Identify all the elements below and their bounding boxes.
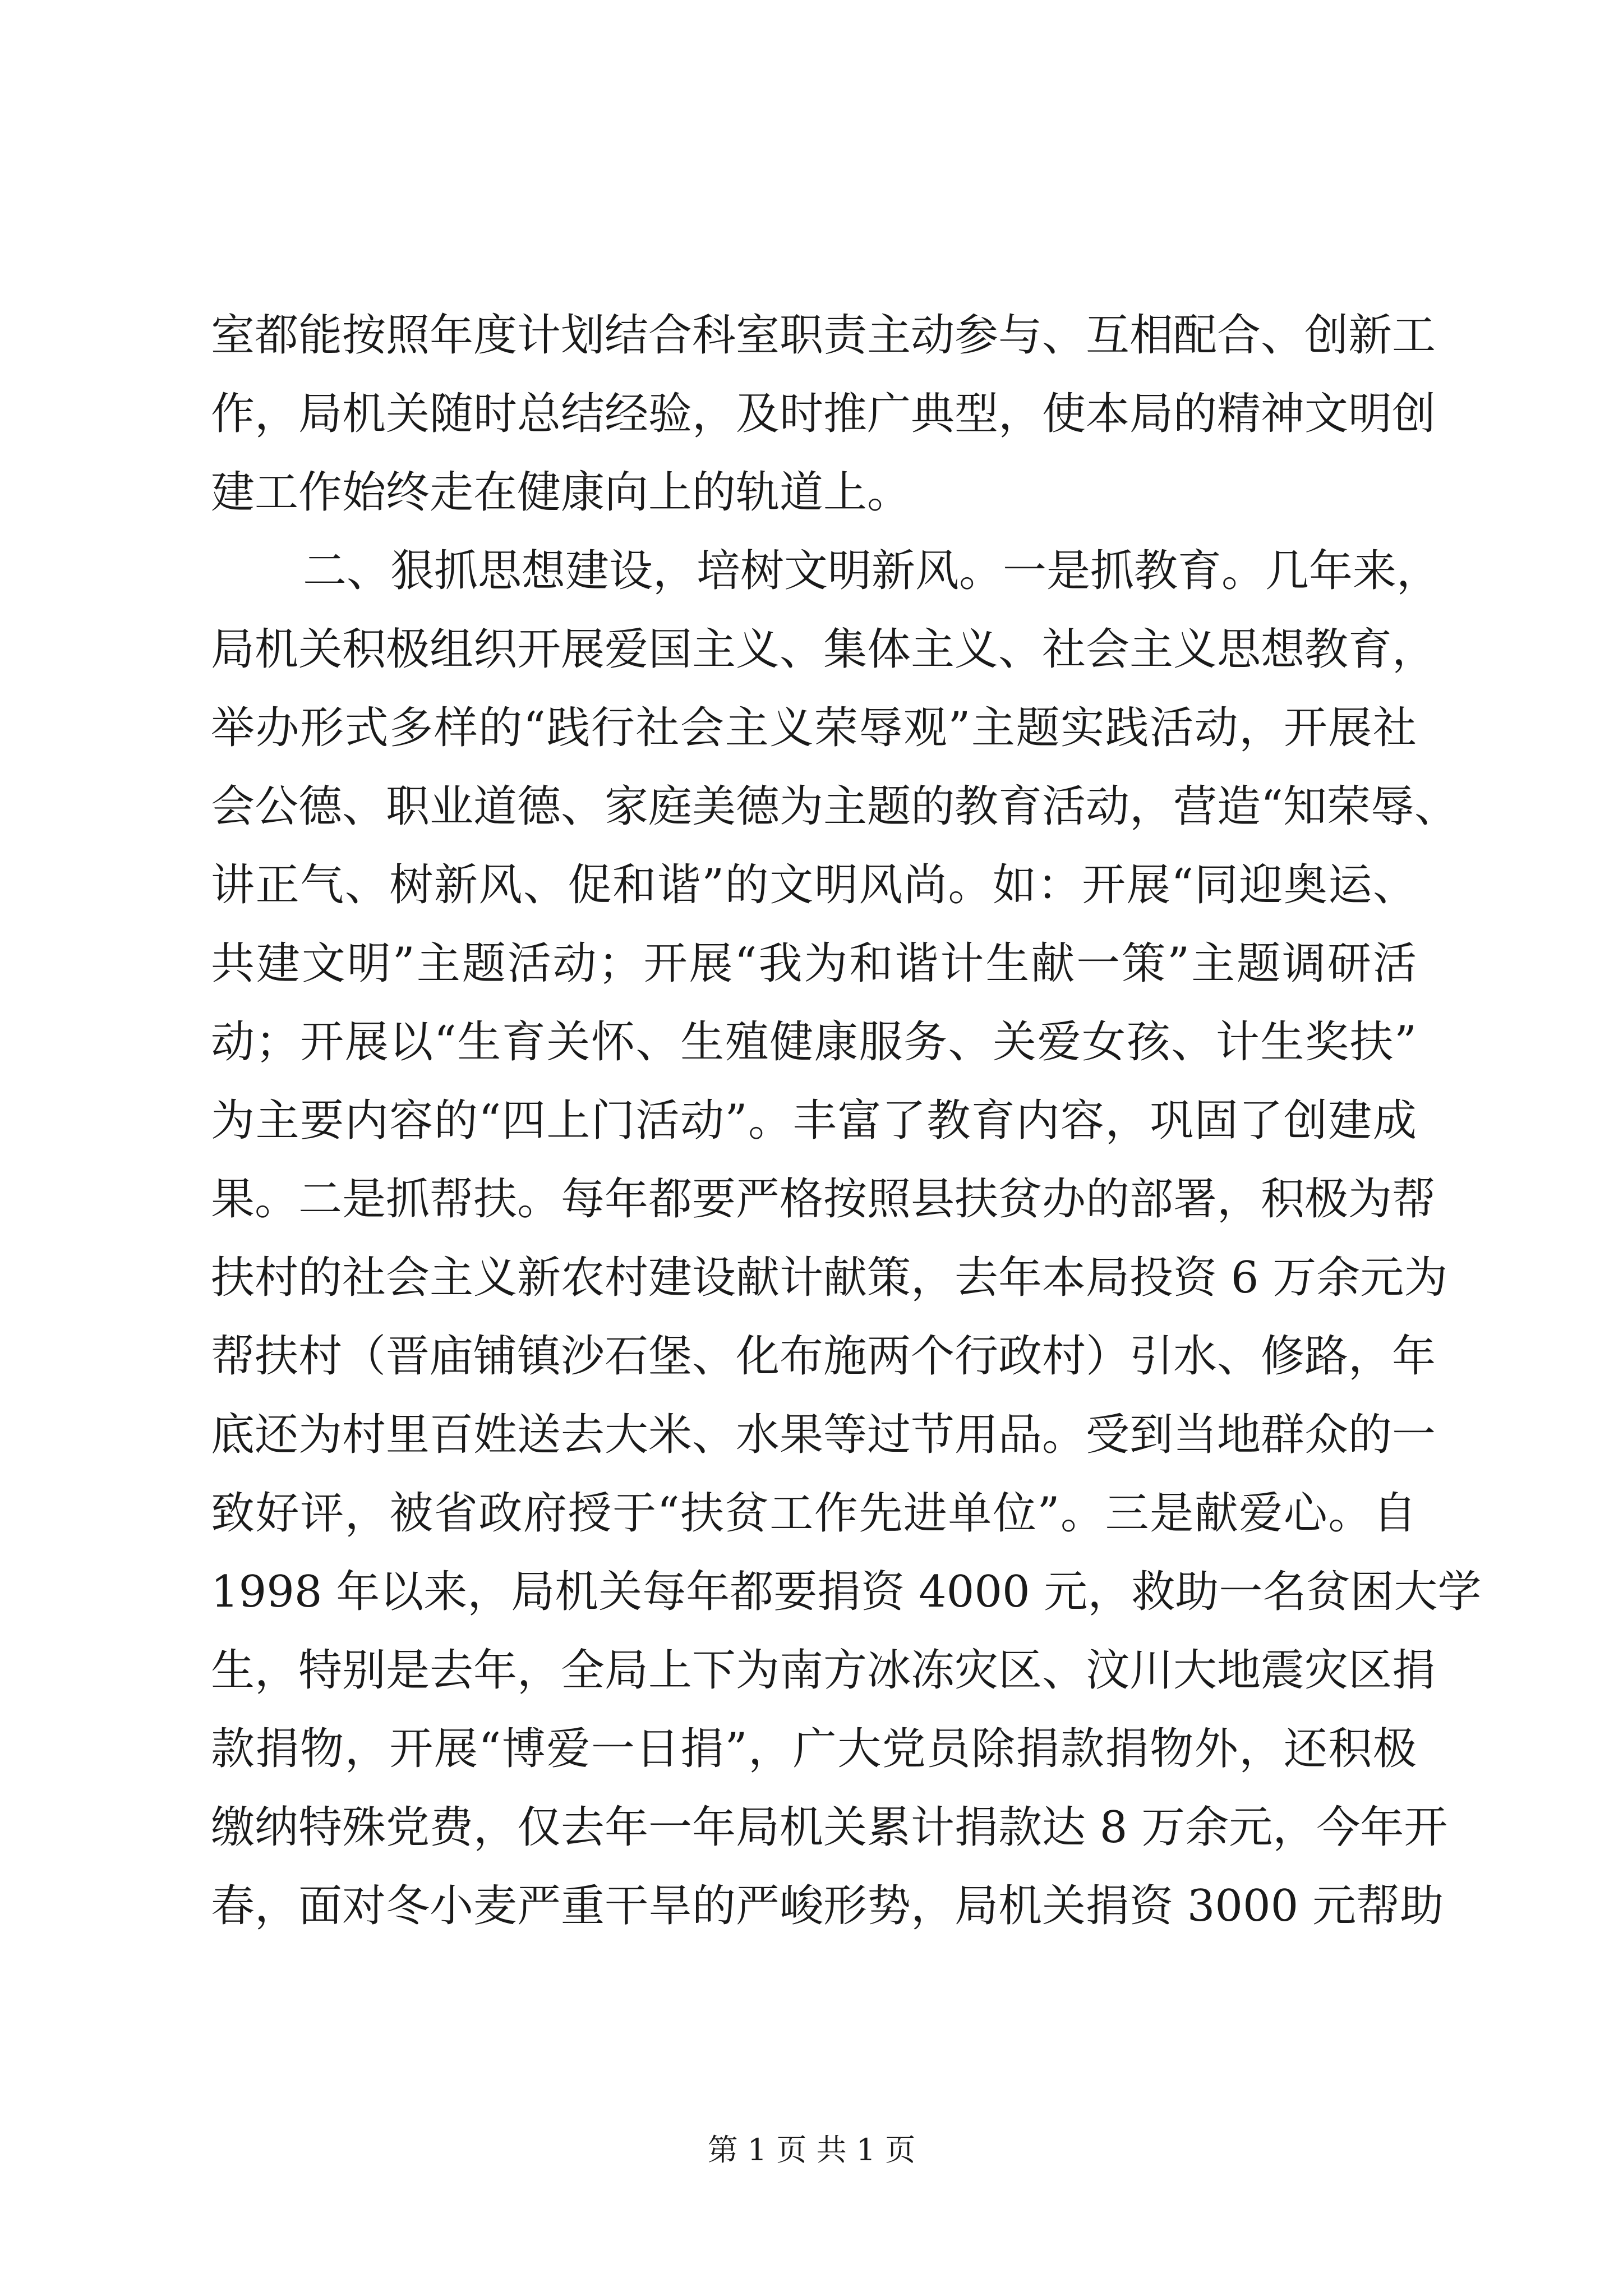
text-line: 室都能按照年度计划结合科室职责主动参与、互相配合、创新工 [211, 310, 1436, 361]
body-text [211, 296, 1482, 1945]
text-line: 生，特别是去年，全局上下为南方冰冻灾区、汶川大地震灾区捐 [211, 1645, 1436, 1696]
text-line: 果。二是抓帮扶。每年都要严格按照县扶贫办的部署，积极为帮 [211, 1174, 1436, 1225]
text-line: 举办形式多样的“践行社会主义荣辱观”主题实践活动，开展社 [211, 703, 1417, 753]
text-line: 动；开展以“生育关怀、生殖健康服务、关爱女孩、计生奖扶” [211, 1017, 1417, 1068]
text-line: 讲正气、树新风、促和谐”的文明风尚。如：开展“同迎奥运、 [211, 860, 1417, 910]
text-line: 会公德、职业道德、家庭美德为主题的教育活动，营造“知荣辱、 [211, 781, 1458, 832]
paragraph-first-line: 二、狠抓思想建设，培树文明新风。一是抓教育。几年来， [303, 546, 1441, 596]
text-line: 扶村的社会主义新农村建设献计献策，去年本局投资 6 万余元为 [211, 1253, 1448, 1303]
page-footer [0, 2131, 1623, 2170]
text-line: 为主要内容的“四上门活动”。丰富了教育内容，巩固了创建成 [211, 1096, 1417, 1146]
text-line: 局机关积极组织开展爱国主义、集体主义、社会主义思想教育， [211, 624, 1436, 675]
text-line: 帮扶村（晋庙铺镇沙石堡、化布施两个行政村）引水、修路，年 [211, 1331, 1436, 1382]
text-line: 底还为村里百姓送去大米、水果等过节用品。受到当地群众的一 [211, 1410, 1436, 1460]
text-line: 1998 年以来，局机关每年都要捐资 4000 元，救助一名贫困大学 [211, 1567, 1482, 1617]
page-number: 第 1 页 共 1 页 [707, 2132, 916, 2168]
text-line: 共建文明”主题活动；开展“我为和谐计生献一策”主题调研活 [211, 938, 1417, 989]
text-line: 作，局机关随时总结经验，及时推广典型，使本局的精神文明创 [211, 389, 1436, 439]
text-line: 缴纳特殊党费，仅去年一年局机关累计捐款达 8 万余元，今年开 [211, 1802, 1448, 1853]
text-line: 致好评，被省政府授于“扶贫工作先进单位”。三是献爱心。自 [211, 1488, 1417, 1539]
text-line: 款捐物，开展“博爱一日捐”，广大党员除捐款捐物外，还积极 [211, 1724, 1417, 1774]
text-line: 建工作始终走在健康向上的轨道上。 [211, 467, 911, 518]
text-line: 春，面对冬小麦严重干旱的严峻形势，局机关捐资 3000 元帮助 [211, 1881, 1444, 1931]
